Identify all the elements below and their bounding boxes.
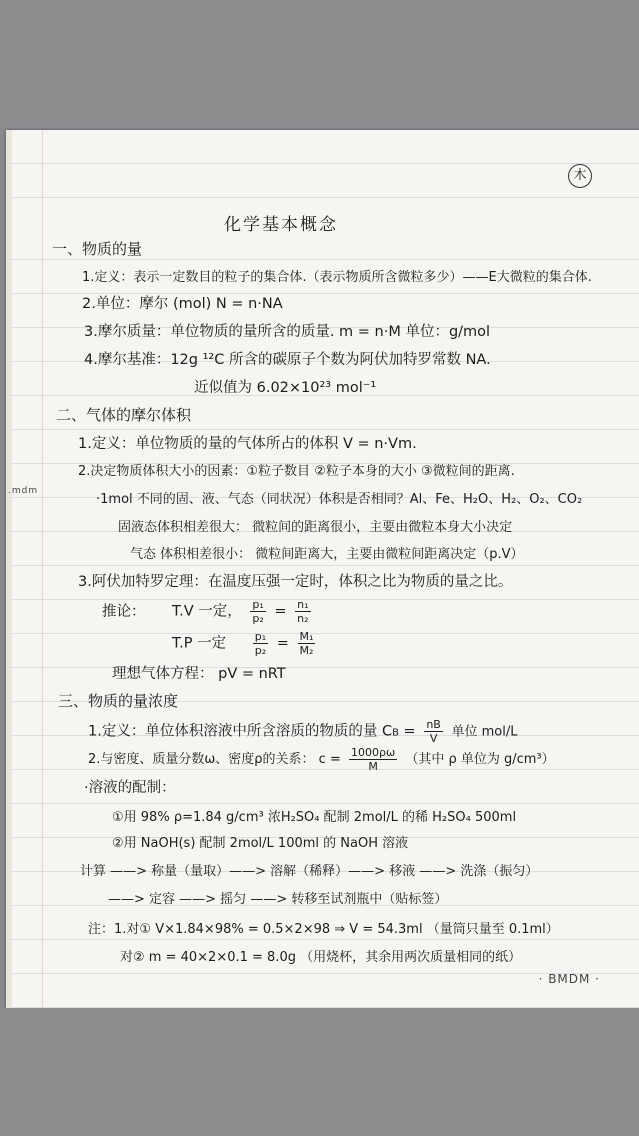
fraction-m1-m2 <box>298 630 316 657</box>
fraction-n1-n2 <box>295 598 310 625</box>
line-volume-factors: 2.决定物质体积大小的因素：①粒子数目 ②粒子本身的大小 ③微粒间的距离. <box>78 464 515 479</box>
line-approx-value: 近似值为 6.02×10²³ mol⁻¹ <box>194 380 377 396</box>
line-density-relation <box>88 746 555 773</box>
line-procedure-1: 计算 ——> 称量（量取）——> 溶解（稀释）——> 移液 ——> 洗涤（振匀） <box>80 864 539 879</box>
side-watermark: .mdm <box>8 486 39 496</box>
line-molar-mass: 3.摩尔质量：单位物质的量所含的质量. m = n·M 单位：g/mol <box>84 324 491 340</box>
margin-rule <box>42 130 43 1008</box>
fraction-numerator: M₁ <box>299 630 314 643</box>
line-solid-liquid: 固液态体积相差很大： 微粒间的距离很小，主要由微粒本身大小决定 <box>118 520 513 535</box>
line-states-question: ·1mol 不同的固、液、气态（同状况）体积是否相同？Al、Fe、H₂O、H₂、O₂、CO₂ <box>96 492 583 507</box>
fraction-denominator: V <box>429 732 438 745</box>
density-unit-note: （其中 ρ 单位为 g/cm³） <box>405 752 555 767</box>
page-title: 化学基本概念 <box>224 215 338 235</box>
fraction-numerator: 1000ρω <box>351 746 396 759</box>
fraction-numerator: p₁ <box>254 630 267 643</box>
line-gas-state: 气态 体积相差很小： 微粒间距离大，主要由微粒间距离决定（p.V） <box>130 547 524 562</box>
corollary-tv <box>172 598 315 625</box>
line-unit: 2.单位：摩尔 (mol) N = n·NA <box>82 296 283 312</box>
section-2-heading: 二、气体的摩尔体积 <box>56 406 192 424</box>
concentration-def-text: 1.定义：单位体积溶液中所含溶质的物质的量 C <box>88 723 393 740</box>
fraction-denominator: M₂ <box>299 644 314 657</box>
density-relation-text: 2.与密度、质量分数ω、密度ρ的关系： c = <box>88 752 341 767</box>
line-mole-standard: 4.摩尔基准：12g ¹²C 所含的碳原子个数为阿伏加特罗常数 NA. <box>84 352 491 368</box>
line-note-2: 对② m = 40×2×0.1 = 8.0g （用烧杯，其余用两次质量相同的纸） <box>120 950 522 965</box>
line-prep-naoh: ②用 NaOH(s) 配制 2mol/L 100ml 的 NaOH 溶液 <box>112 836 409 851</box>
line-concentration-def: 1.定义：单位体积溶液中所含溶质的物质的量 CB = $\frac{nB}{V}$ 单位 mol/L <box>88 718 518 745</box>
fraction-numerator: nB <box>426 718 441 731</box>
line-solution-prep: ·溶液的配制： <box>84 780 176 796</box>
line-prep-h2so4: ①用 98% ρ=1.84 g/cm³ 浓H₂SO₄ 配制 2mol/L 的稀 H₂SO₄ 500ml <box>112 810 517 825</box>
corollary-tp-label: T.P 一定 <box>172 635 227 652</box>
line-ideal-gas: 理想气体方程： pV = nRT <box>112 666 286 682</box>
equals-sign: = <box>274 603 287 620</box>
fraction-1000pw-m <box>349 746 397 773</box>
equals-sign: = <box>276 635 289 652</box>
line-definition: 1.定义：表示一定数目的粒子的集合体.（表示物质所含微粒多少）——E大微粒的集合体. <box>82 270 592 285</box>
fraction-denominator: n₂ <box>297 612 309 625</box>
fraction-numerator: n₁ <box>297 598 309 611</box>
top-letterbox <box>0 0 639 128</box>
line-note-1: 注：1.对① V×1.84×98% = 0.5×2×98 ⇒ V = 54.3ml （量筒只量至 0.1ml） <box>88 922 559 937</box>
label-corollary: 推论： <box>102 604 146 620</box>
fraction-p1-p2-b <box>253 630 268 657</box>
section-3-heading: 三、物质的量浓度 <box>58 692 179 710</box>
bottom-brand: · BMDM · <box>538 972 600 986</box>
fraction-p1-p2-a <box>250 598 265 625</box>
fraction-numerator: p₁ <box>252 598 264 611</box>
section-1-heading: 一、物质的量 <box>52 240 143 258</box>
fraction-nb-v <box>424 718 443 745</box>
corner-stamp: 木 <box>568 164 592 188</box>
line-gas-definition: 1.定义：单位物质的量的气体所占的体积 V = n·Vm. <box>78 436 417 452</box>
line-avogadro-law: 3.阿伏加特罗定理：在温度压强一定时，体积之比为物质的量之比。 <box>78 574 513 590</box>
fraction-denominator: p₂ <box>252 612 264 625</box>
fraction-denominator: M <box>368 760 378 773</box>
notebook-page <box>6 130 639 1008</box>
corollary-tv-label: T.V 一定， <box>172 603 242 620</box>
line-procedure-2: ——> 定容 ——> 摇匀 ——> 转移至试剂瓶中（贴标签） <box>108 892 448 907</box>
bottom-letterbox <box>0 1008 639 1136</box>
concentration-unit: 单位 mol/L <box>451 724 518 740</box>
fraction-denominator: p₂ <box>254 644 267 657</box>
corollary-tp <box>172 630 319 657</box>
